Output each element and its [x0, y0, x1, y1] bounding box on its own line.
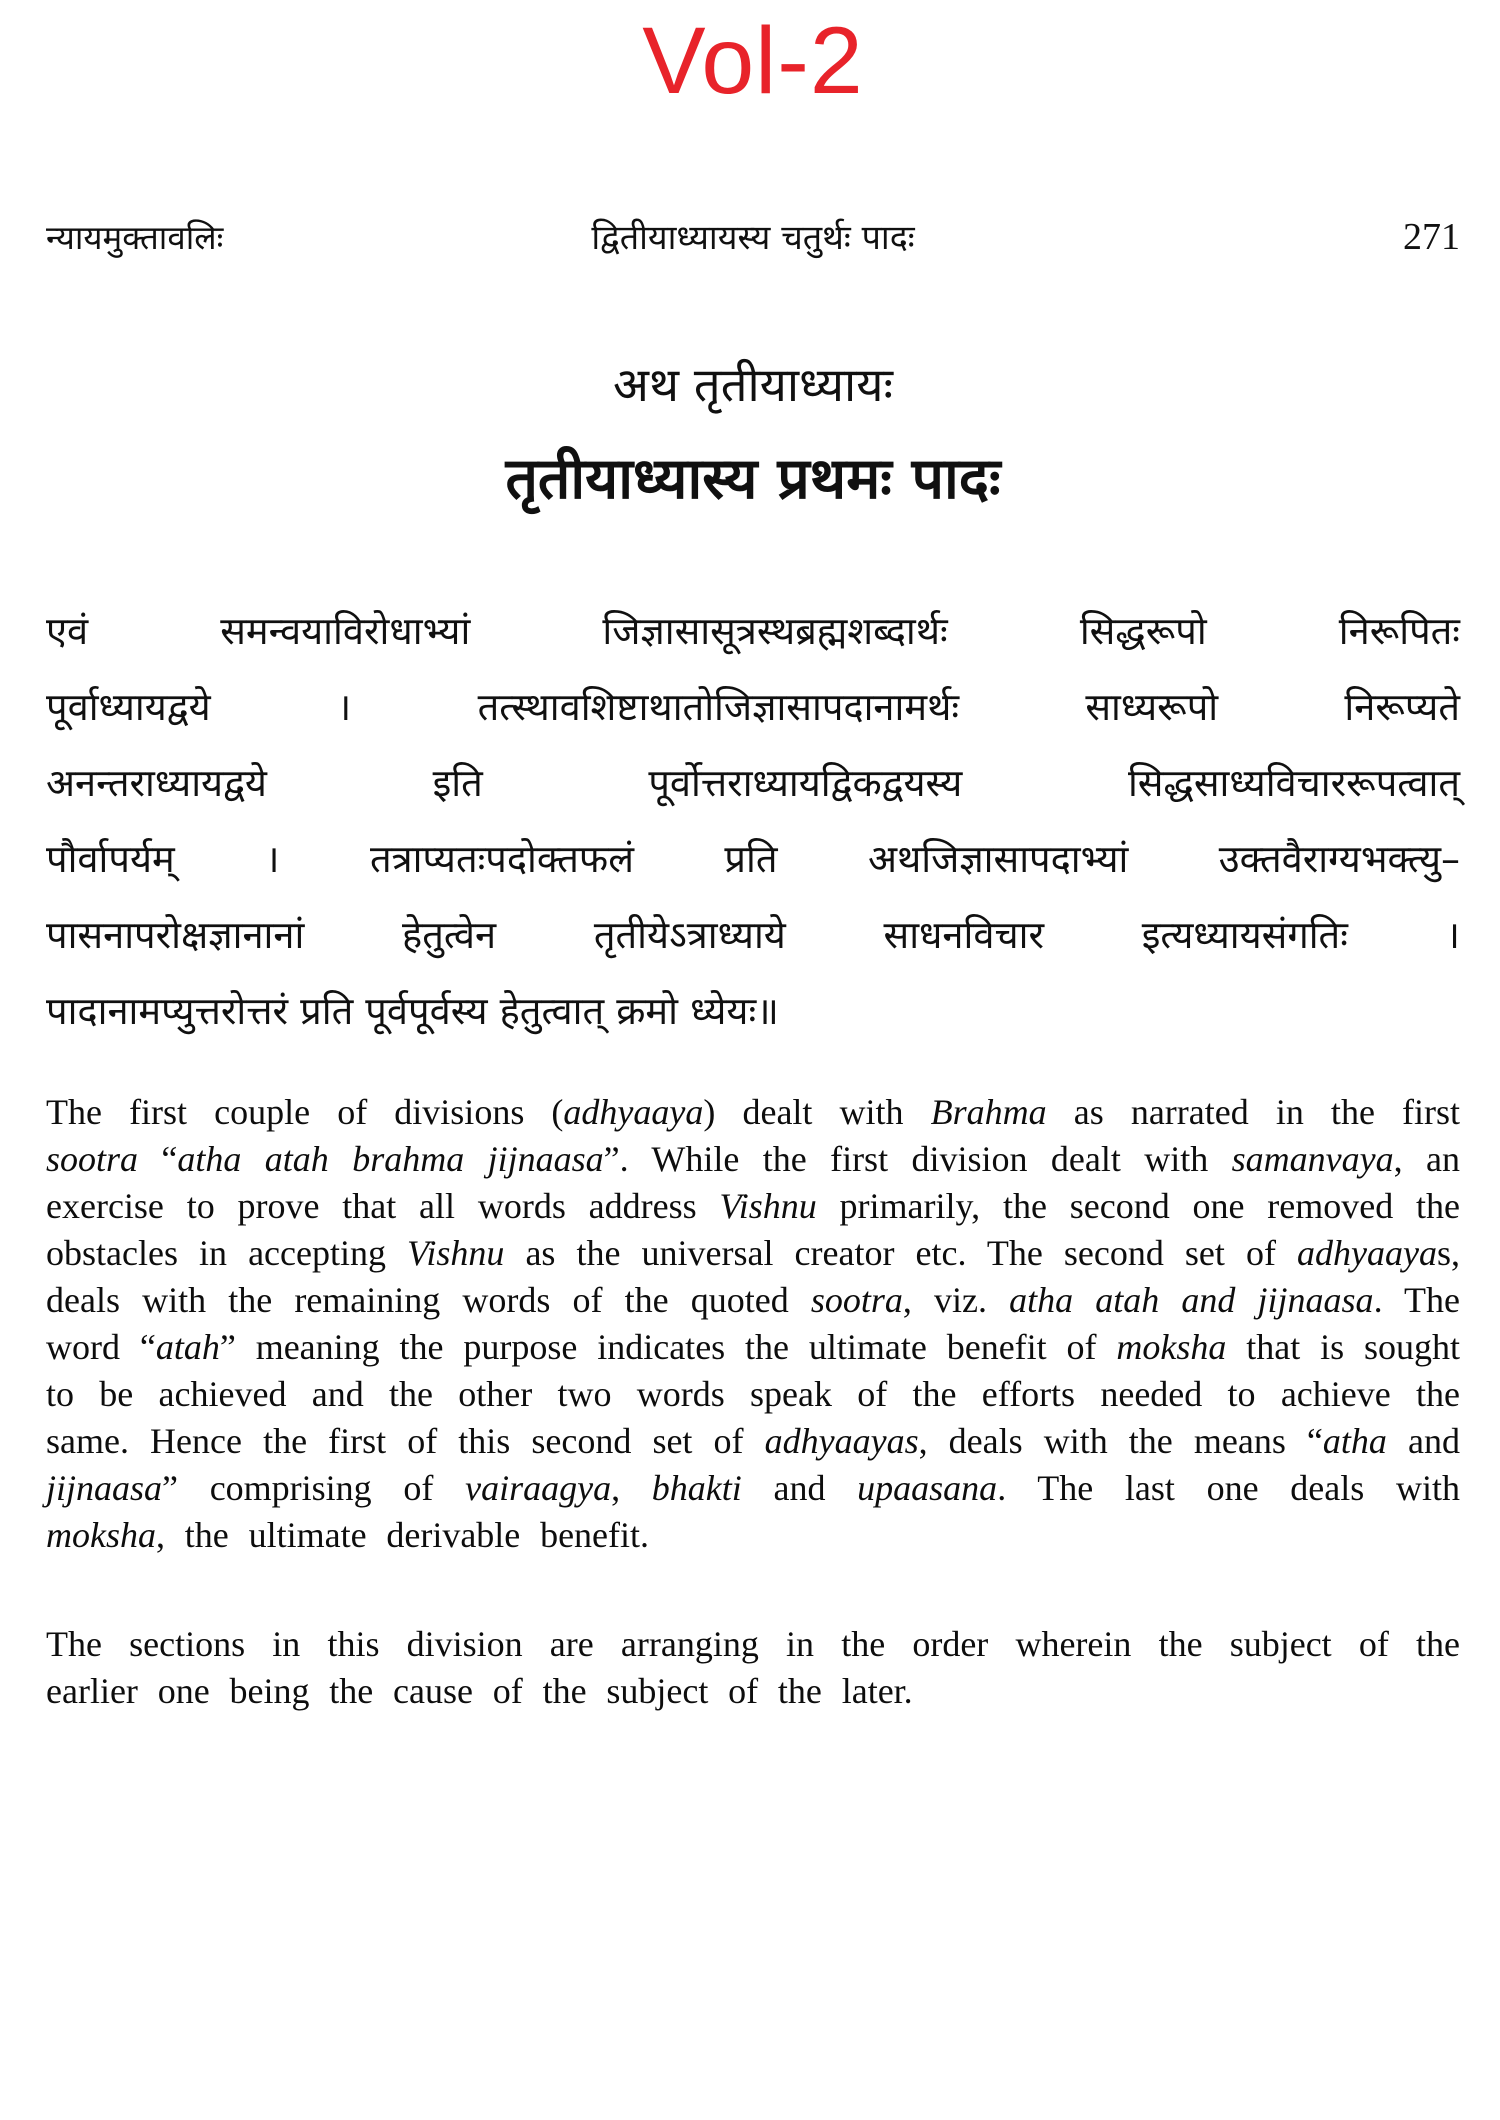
text-run: ) dealt with [703, 1092, 931, 1132]
text-run: , the ultimate derivable benefit. [156, 1515, 650, 1555]
italic-quote: atha atah brahma jijnaasa [177, 1139, 604, 1179]
italic-term: jijnaasa [46, 1468, 163, 1508]
italic-quote: atha atah and jijnaasa [1009, 1280, 1374, 1320]
italic-term: atah [155, 1327, 220, 1367]
text-run: ” comprising of [162, 1468, 466, 1508]
text-run: . The last one deals with [997, 1468, 1460, 1508]
text-run: as narrated in the first [1046, 1092, 1461, 1132]
text-run: . The word “ [46, 1280, 1461, 1367]
italic-term: sootra [46, 1139, 139, 1179]
text-run: “ [138, 1139, 178, 1179]
sanskrit-line: एवं समन्वयाविरोधाभ्यां जिज्ञासासूत्रस्थब्रह्मशब्दार्थः सिद्धरूपो निरूपितः [46, 609, 1460, 653]
italic-term: sootra [810, 1280, 903, 1320]
text-run: The first couple of divisions ( [46, 1092, 564, 1132]
italic-term: Brahma [930, 1092, 1047, 1132]
volume-label: Vol-2 [642, 8, 864, 114]
chapter-opening-heading: अथ तृतीयाध्यायः [613, 358, 893, 413]
italic-term: moksha [1116, 1327, 1227, 1367]
italic-term: moksha [46, 1515, 156, 1555]
sanskrit-paragraph [46, 593, 1460, 1049]
running-header-chapter: द्वितीयाध्यायस्य चतुर्थः पादः [591, 218, 915, 258]
italic-term: Vishnu [719, 1186, 817, 1226]
text-run: and [741, 1468, 858, 1508]
italic-term: atha [1322, 1421, 1387, 1461]
italic-term: bhakti [651, 1468, 742, 1508]
text-run: ” meaning the purpose indicates the ultimate benefit of [219, 1327, 1117, 1367]
italic-term: samanvaya [1231, 1139, 1394, 1179]
text-run: and [1386, 1421, 1461, 1461]
text-run: s, deals with the remaining words of the quoted [46, 1233, 1460, 1320]
sanskrit-line: पादानामप्युत्तरोत्तरं प्रति पूर्वपूर्वस्य हेतुत्वात् क्रमो ध्येयः॥ [46, 989, 779, 1033]
english-paragraph-1 [46, 1089, 1460, 1559]
sanskrit-line: पासनापरोक्षज्ञानानां हेतुत्वेन तृतीयेऽत्राध्याये साधनविचार इत्यध्यायसंगतिः । [46, 913, 1460, 957]
italic-term: adhyaaya [1297, 1233, 1437, 1273]
text-run: , viz. [902, 1280, 1010, 1320]
italic-term: Vishnu [407, 1233, 505, 1273]
text-run: ”. While the first division dealt with [603, 1139, 1232, 1179]
sanskrit-line: पौर्वापर्यम् । तत्राप्यतःपदोक्तफलं प्रति अथजिज्ञासापदाभ्यां उक्तवैराग्यभक्त्यु– [46, 837, 1460, 881]
text-run: , [611, 1468, 652, 1508]
italic-term: vairaagya [465, 1468, 612, 1508]
running-header [46, 213, 1460, 259]
italic-term: adhyaayas [764, 1421, 919, 1461]
text-run: that is sought to be achieved and the other two words speak of the efforts needed to achieve the same. Hence the first of this second set of [46, 1327, 1461, 1461]
section-title-heading: तृतीयाध्यास्य प्रथमः पादः [505, 446, 1001, 512]
sanskrit-line: अनन्तराध्यायद्वये इति पूर्वोत्तराध्यायद्विकद्वयस्य सिद्धसाध्यविचाररूपत्वात् [46, 761, 1460, 805]
text-run: as the universal creator etc. The second set of [504, 1233, 1298, 1273]
text-run: primarily, the second one removed the obstacles in accepting [46, 1186, 1460, 1273]
sanskrit-line: पूर्वाध्यायद्वये । तत्स्थावशिष्टाथातोजिज्ञासापदानामर्थः साध्यरूपो निरूप्यते [46, 685, 1460, 729]
page-number: 271 [1403, 216, 1460, 258]
italic-term: adhyaaya [563, 1092, 704, 1132]
text-run: , deals with the means “ [918, 1421, 1323, 1461]
italic-term: upaasana [857, 1468, 998, 1508]
running-header-book-title: न्यायमुक्तावलिः [46, 218, 224, 257]
text-run: , an exercise to prove that all words address [46, 1139, 1460, 1226]
english-paragraph-2: The sections in this division are arranging in the order wherein the subject of the earlier one being the cause of the subject of the later. [46, 1624, 1460, 1711]
